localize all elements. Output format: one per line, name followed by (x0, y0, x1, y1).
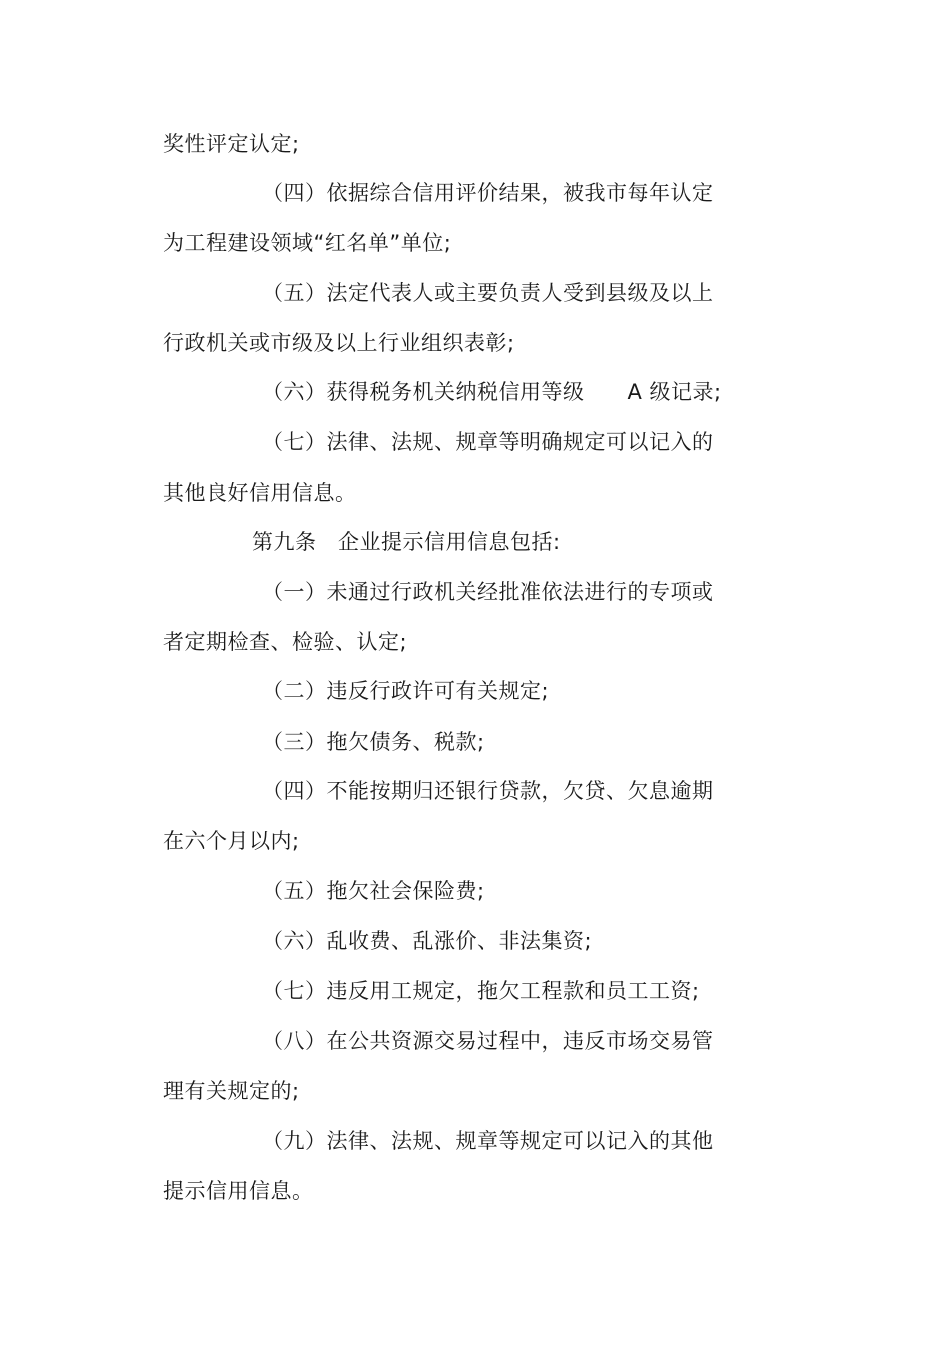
text-line: （四）不能按期归还银行贷款，欠贷、欠息逾期 (262, 779, 714, 803)
text-line: 其他良好信用信息。 (163, 481, 357, 505)
text-line: 为工程建设领域“红名单”单位; (163, 231, 452, 255)
text-line: （五）法定代表人或主要负责人受到县级及以上 (262, 281, 714, 305)
text-line: （五）拖欠社会保险费; (262, 879, 485, 903)
text-line: （六）乱收费、乱涨价、非法集资; (262, 929, 593, 953)
text-line: （四）依据综合信用评价结果，被我市每年认定 (262, 181, 714, 205)
text-line: 在六个月以内; (163, 829, 300, 853)
text-line: 者定期检查、检验、认定; (163, 630, 408, 654)
text-line: （三）拖欠债务、税款; (262, 730, 485, 754)
text-line: （八）在公共资源交易过程中，违反市场交易管 (262, 1029, 714, 1053)
text-line: （二）违反行政许可有关规定; (262, 679, 550, 703)
text-line: （六）获得税务机关纳税信用等级 A 级记录; (262, 380, 722, 404)
article-heading: 第九条 企业提示信用信息包括: (252, 530, 561, 554)
text-line: 提示信用信息。 (163, 1179, 314, 1203)
text-line: （七）法律、法规、规章等明确规定可以记入的 (262, 430, 714, 454)
text-line: （一）未通过行政机关经批准依法进行的专项或 (262, 580, 714, 604)
text-line: 行政机关或市级及以上行业组织表彰; (163, 331, 515, 355)
text-line: （七）违反用工规定，拖欠工程款和员工工资; (262, 979, 700, 1003)
text-line: 理有关规定的; (163, 1079, 300, 1103)
text-line: 奖性评定认定; (163, 132, 300, 156)
text-line: （九）法律、法规、规章等规定可以记入的其他 (262, 1129, 714, 1153)
